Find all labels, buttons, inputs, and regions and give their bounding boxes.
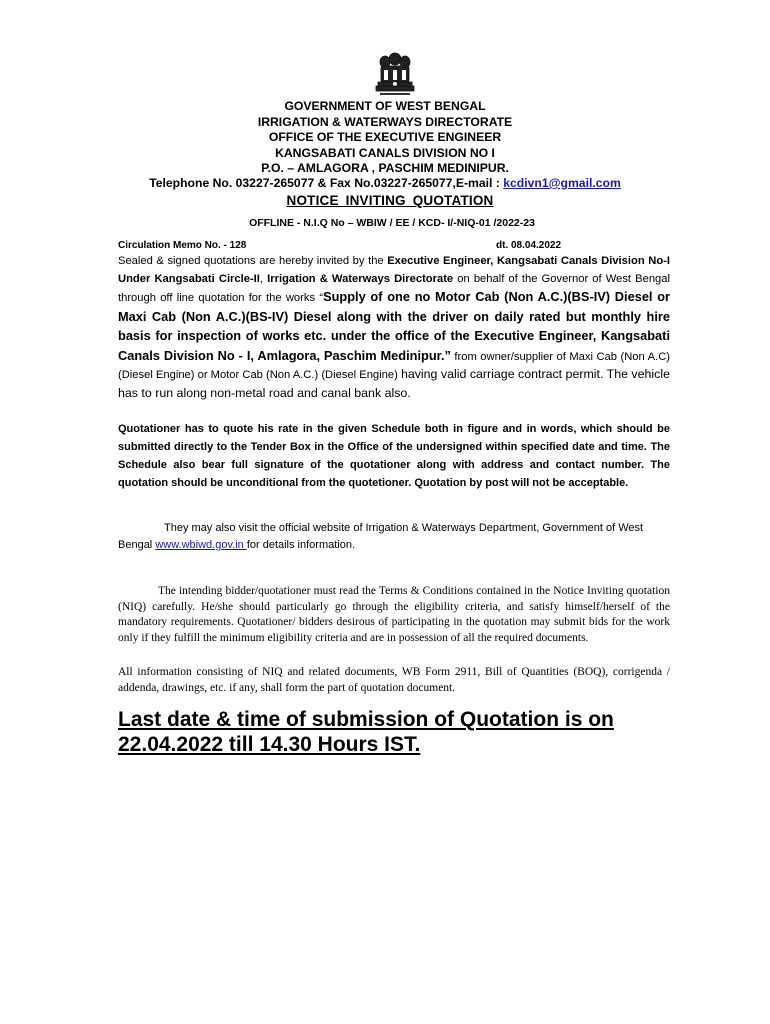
- state-emblem-icon: [372, 50, 418, 98]
- para1-text-1: Sealed & signed quotations are hereby invited by the: [118, 255, 388, 267]
- para1-text-5: having valid carriage contract permit. The vehicle has to run along non-metal road and canal bank also.: [118, 367, 671, 400]
- niq-number-line: OFFLINE - N.I.Q No – WBIW / EE / KCD- I/-NIQ-01 /2022-23: [249, 217, 535, 229]
- header-line-division: KANGSABATI CANALS DIVISION NO I: [275, 145, 495, 160]
- para1-text-4: from owner/supplier of Maxi Cab (Non A.C) (Diesel Engine) or Motor Cab (Non A.C.) (Diesel Engine): [118, 350, 670, 381]
- notice-title: NOTICE INVITING QUOTATION: [286, 193, 494, 208]
- website-text: They may also visit the official website of Irrigation & Waterways Department, Government of West Bengal: [118, 522, 644, 551]
- quotationer-instructions: Quotationer has to quote his rate in the given Schedule both in figure and in words, which should be submitted directly to the Tender Box in the Office of the undersigned within specified date and time. The Schedule also bear full signature of the quotationer along with address and contact number. The quotation should be unconditional from the quotetioner. Quotation by post will not be acceptable.: [118, 423, 670, 489]
- memo-date: dt. 08.04.2022: [496, 240, 562, 251]
- terms-paragraph: The intending bidder/quotationer must read the Terms & Conditions contained in the Notice Inviting quotation (NIQ) carefully. He/she should particularly go through the eligibility criteria, and satisfy himself/herself of the mandatory requirements. Quotationer/ bidders desirous of participating in the quotation may submit bids for the work only if they fulfill the minimum eligibility criteria and are in possession of all the required documents.: [118, 585, 670, 644]
- website-text-end: for details information.: [246, 539, 356, 551]
- header-line-directorate: IRRIGATION & WATERWAYS DIRECTORATE: [257, 114, 513, 129]
- header-line-government: GOVERNMENT OF WEST BENGAL: [284, 99, 486, 113]
- website-paragraph: [118, 520, 670, 554]
- invitation-paragraph: [118, 253, 670, 403]
- header-line-office: OFFICE OF THE EXECUTIVE ENGINEER: [268, 130, 502, 144]
- website-link[interactable]: www.wbiwd.gov.in: [155, 539, 247, 551]
- documents-paragraph: All information consisting of NIQ and related documents, WB Form 2911, Bill of Quantities (BOQ), corrigenda / addenda, drawings, etc. if any, shall form the part of quotation document.: [118, 666, 670, 694]
- work-description: Supply of one no Motor Cab (Non A.C.)(BS-IV) Diesel or Maxi Cab (Non A.C.)(BS-IV) Diesel along with the driver on daily rated but monthly hire basis for inspection of works etc. under the office of the Executive Engineer, Kangsabati Canals Division No - I, Amlagora, Paschim Medinipur.”: [118, 289, 671, 363]
- para1-directorate: Irrigation & Waterways Directorate: [267, 272, 454, 285]
- office-header: [0, 99, 770, 177]
- contact-line: [0, 176, 770, 190]
- para1-text-2: ,: [259, 272, 268, 285]
- para1-office: Executive Engineer, Kangsabati Canals Division No-I Under Kangsabati Circle-II: [118, 255, 670, 285]
- last-date-notice: Last date & time of submission of Quotation is on 22.04.2022 till 14.30 Hours IST.: [118, 708, 614, 756]
- contact-text: Telephone No. 03227-265077 & Fax No.03227-265077,E-mail :: [149, 176, 504, 190]
- circulation-memo: Circulation Memo No. - 128: [118, 240, 247, 251]
- email-link[interactable]: kcdivn1@gmail.com: [503, 176, 621, 190]
- para1-text-3: on behalf of the Governor of West Bengal through off line quotation for the works “: [118, 272, 670, 304]
- header-line-address: P.O. – AMLAGORA , PASCHIM MEDINIPUR.: [261, 161, 509, 175]
